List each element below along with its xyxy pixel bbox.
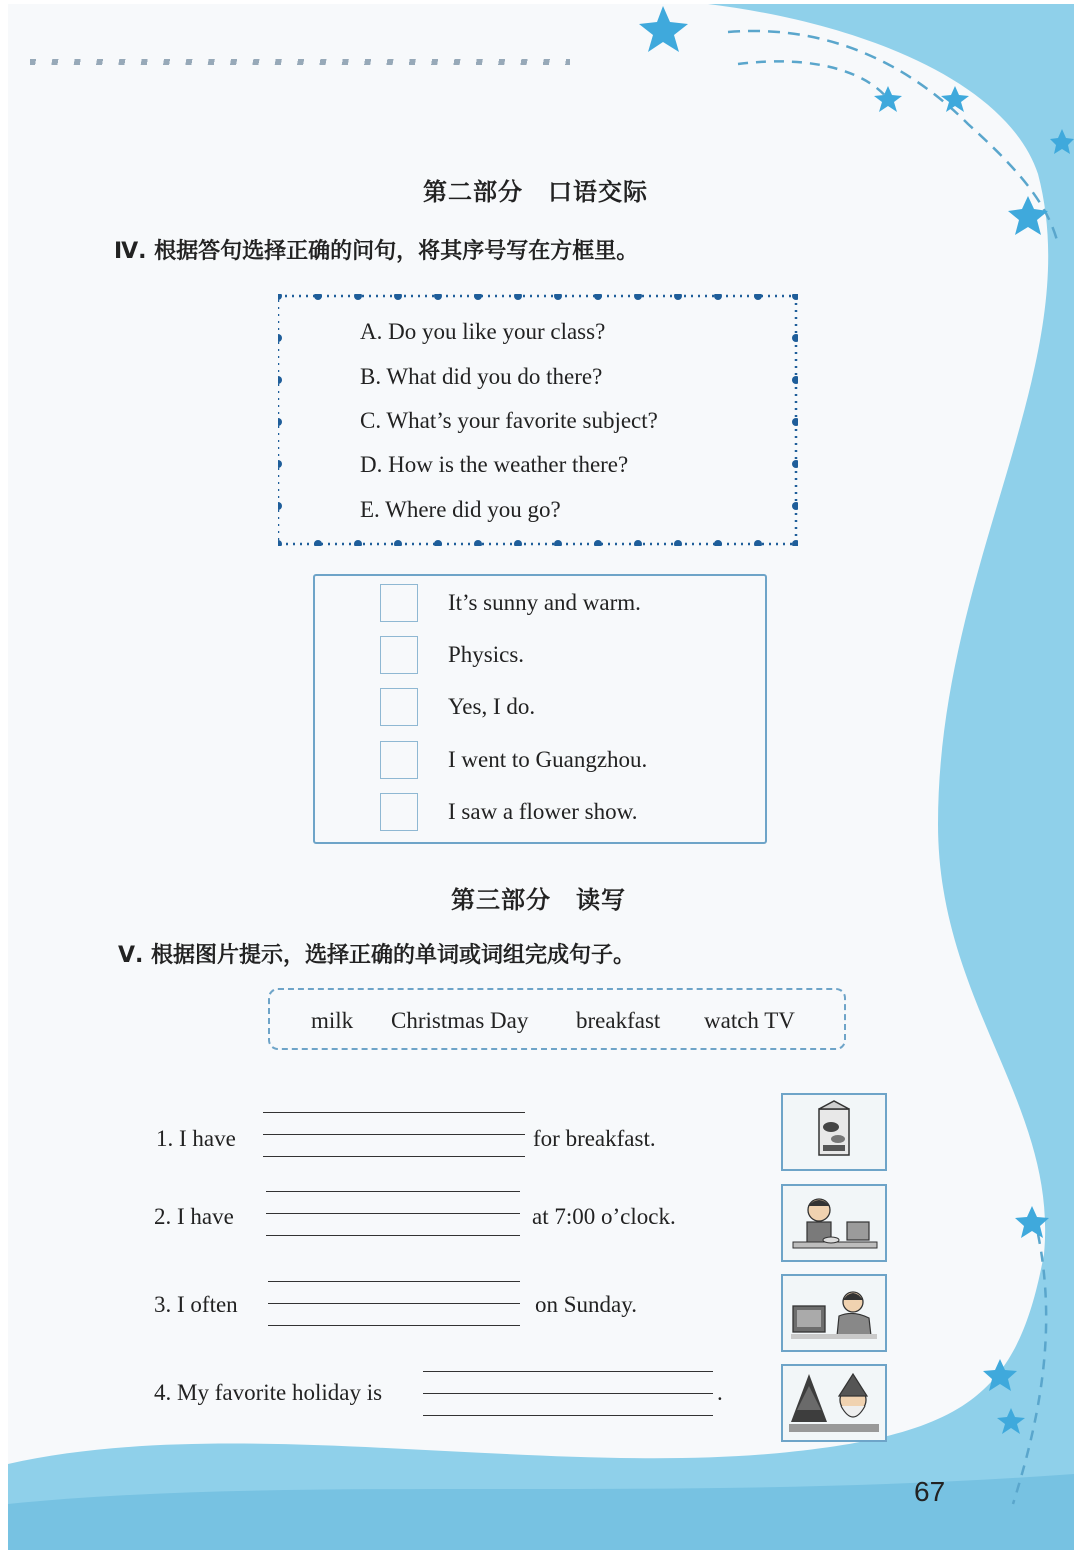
answer-row	[380, 688, 760, 728]
answer-row	[380, 636, 760, 676]
option-b: B. What did you do there?	[360, 364, 603, 389]
sentence-4-blank[interactable]	[423, 1371, 713, 1415]
boy-eating-breakfast-icon	[781, 1184, 887, 1262]
answer-text: It’s sunny and warm.	[448, 590, 641, 615]
girl-watching-tv-icon	[781, 1274, 887, 1352]
option-c: C. What’s your favorite subject?	[360, 408, 658, 433]
section3-title: 第三部分 读写	[451, 886, 626, 914]
answer-box[interactable]	[380, 741, 418, 779]
sentence-4-end: .	[717, 1380, 723, 1405]
answer-row	[380, 793, 760, 833]
milk-carton-icon	[781, 1093, 887, 1171]
sentence-1-end: for breakfast.	[533, 1126, 656, 1151]
star-icon	[1008, 196, 1048, 235]
answer-box[interactable]	[380, 793, 418, 831]
word-bank-item: Christmas Day	[391, 1008, 529, 1033]
sentence-1-blank[interactable]	[263, 1112, 525, 1156]
answer-text: Physics.	[448, 642, 525, 667]
christmas-santa-icon	[781, 1364, 887, 1442]
sentence-3-start: 3. I often	[154, 1292, 238, 1317]
word-bank-item: watch TV	[704, 1008, 795, 1033]
word-bank-item: breakfast	[576, 1008, 661, 1033]
sentence-1-start: 1. I have	[156, 1126, 236, 1151]
section3-instruction: Ⅴ. 根据图片提示，选择正确的单词或词组完成句子。	[118, 943, 636, 968]
option-d: D. How is the weather there?	[360, 452, 629, 477]
sentence-3-blank[interactable]	[268, 1281, 520, 1325]
section2-instruction: Ⅳ. 根据答句选择正确的问句，将其序号写在方框里。	[114, 239, 639, 264]
answer-text: Yes, I do.	[448, 694, 536, 719]
sentence-4-start: 4. My favorite holiday is	[154, 1380, 383, 1405]
word-bank-item: milk	[311, 1008, 354, 1033]
star-icon	[639, 6, 688, 52]
sentence-2-end: at 7:00 o’clock.	[532, 1204, 676, 1229]
section2-title: 第二部分 口语交际	[423, 178, 648, 206]
answer-box[interactable]	[380, 584, 418, 622]
answer-text: I saw a flower show.	[448, 799, 638, 824]
answer-row	[380, 741, 760, 781]
option-a: A. Do you like your class?	[360, 319, 606, 344]
answer-box[interactable]	[380, 688, 418, 726]
option-e: E. Where did you go?	[360, 497, 561, 522]
sentence-2-blank[interactable]	[266, 1191, 520, 1235]
top-dash-decoration	[30, 59, 570, 65]
answer-box[interactable]	[380, 636, 418, 674]
page-number: 67	[914, 1476, 946, 1507]
sentence-2-start: 2. I have	[154, 1204, 234, 1229]
star-icon	[1015, 1206, 1049, 1238]
answer-row	[380, 584, 760, 624]
sentence-3-end: on Sunday.	[535, 1292, 638, 1317]
answer-text: I went to Guangzhou.	[448, 747, 648, 772]
workbook-page	[8, 4, 1074, 1550]
star-icon	[941, 86, 969, 112]
